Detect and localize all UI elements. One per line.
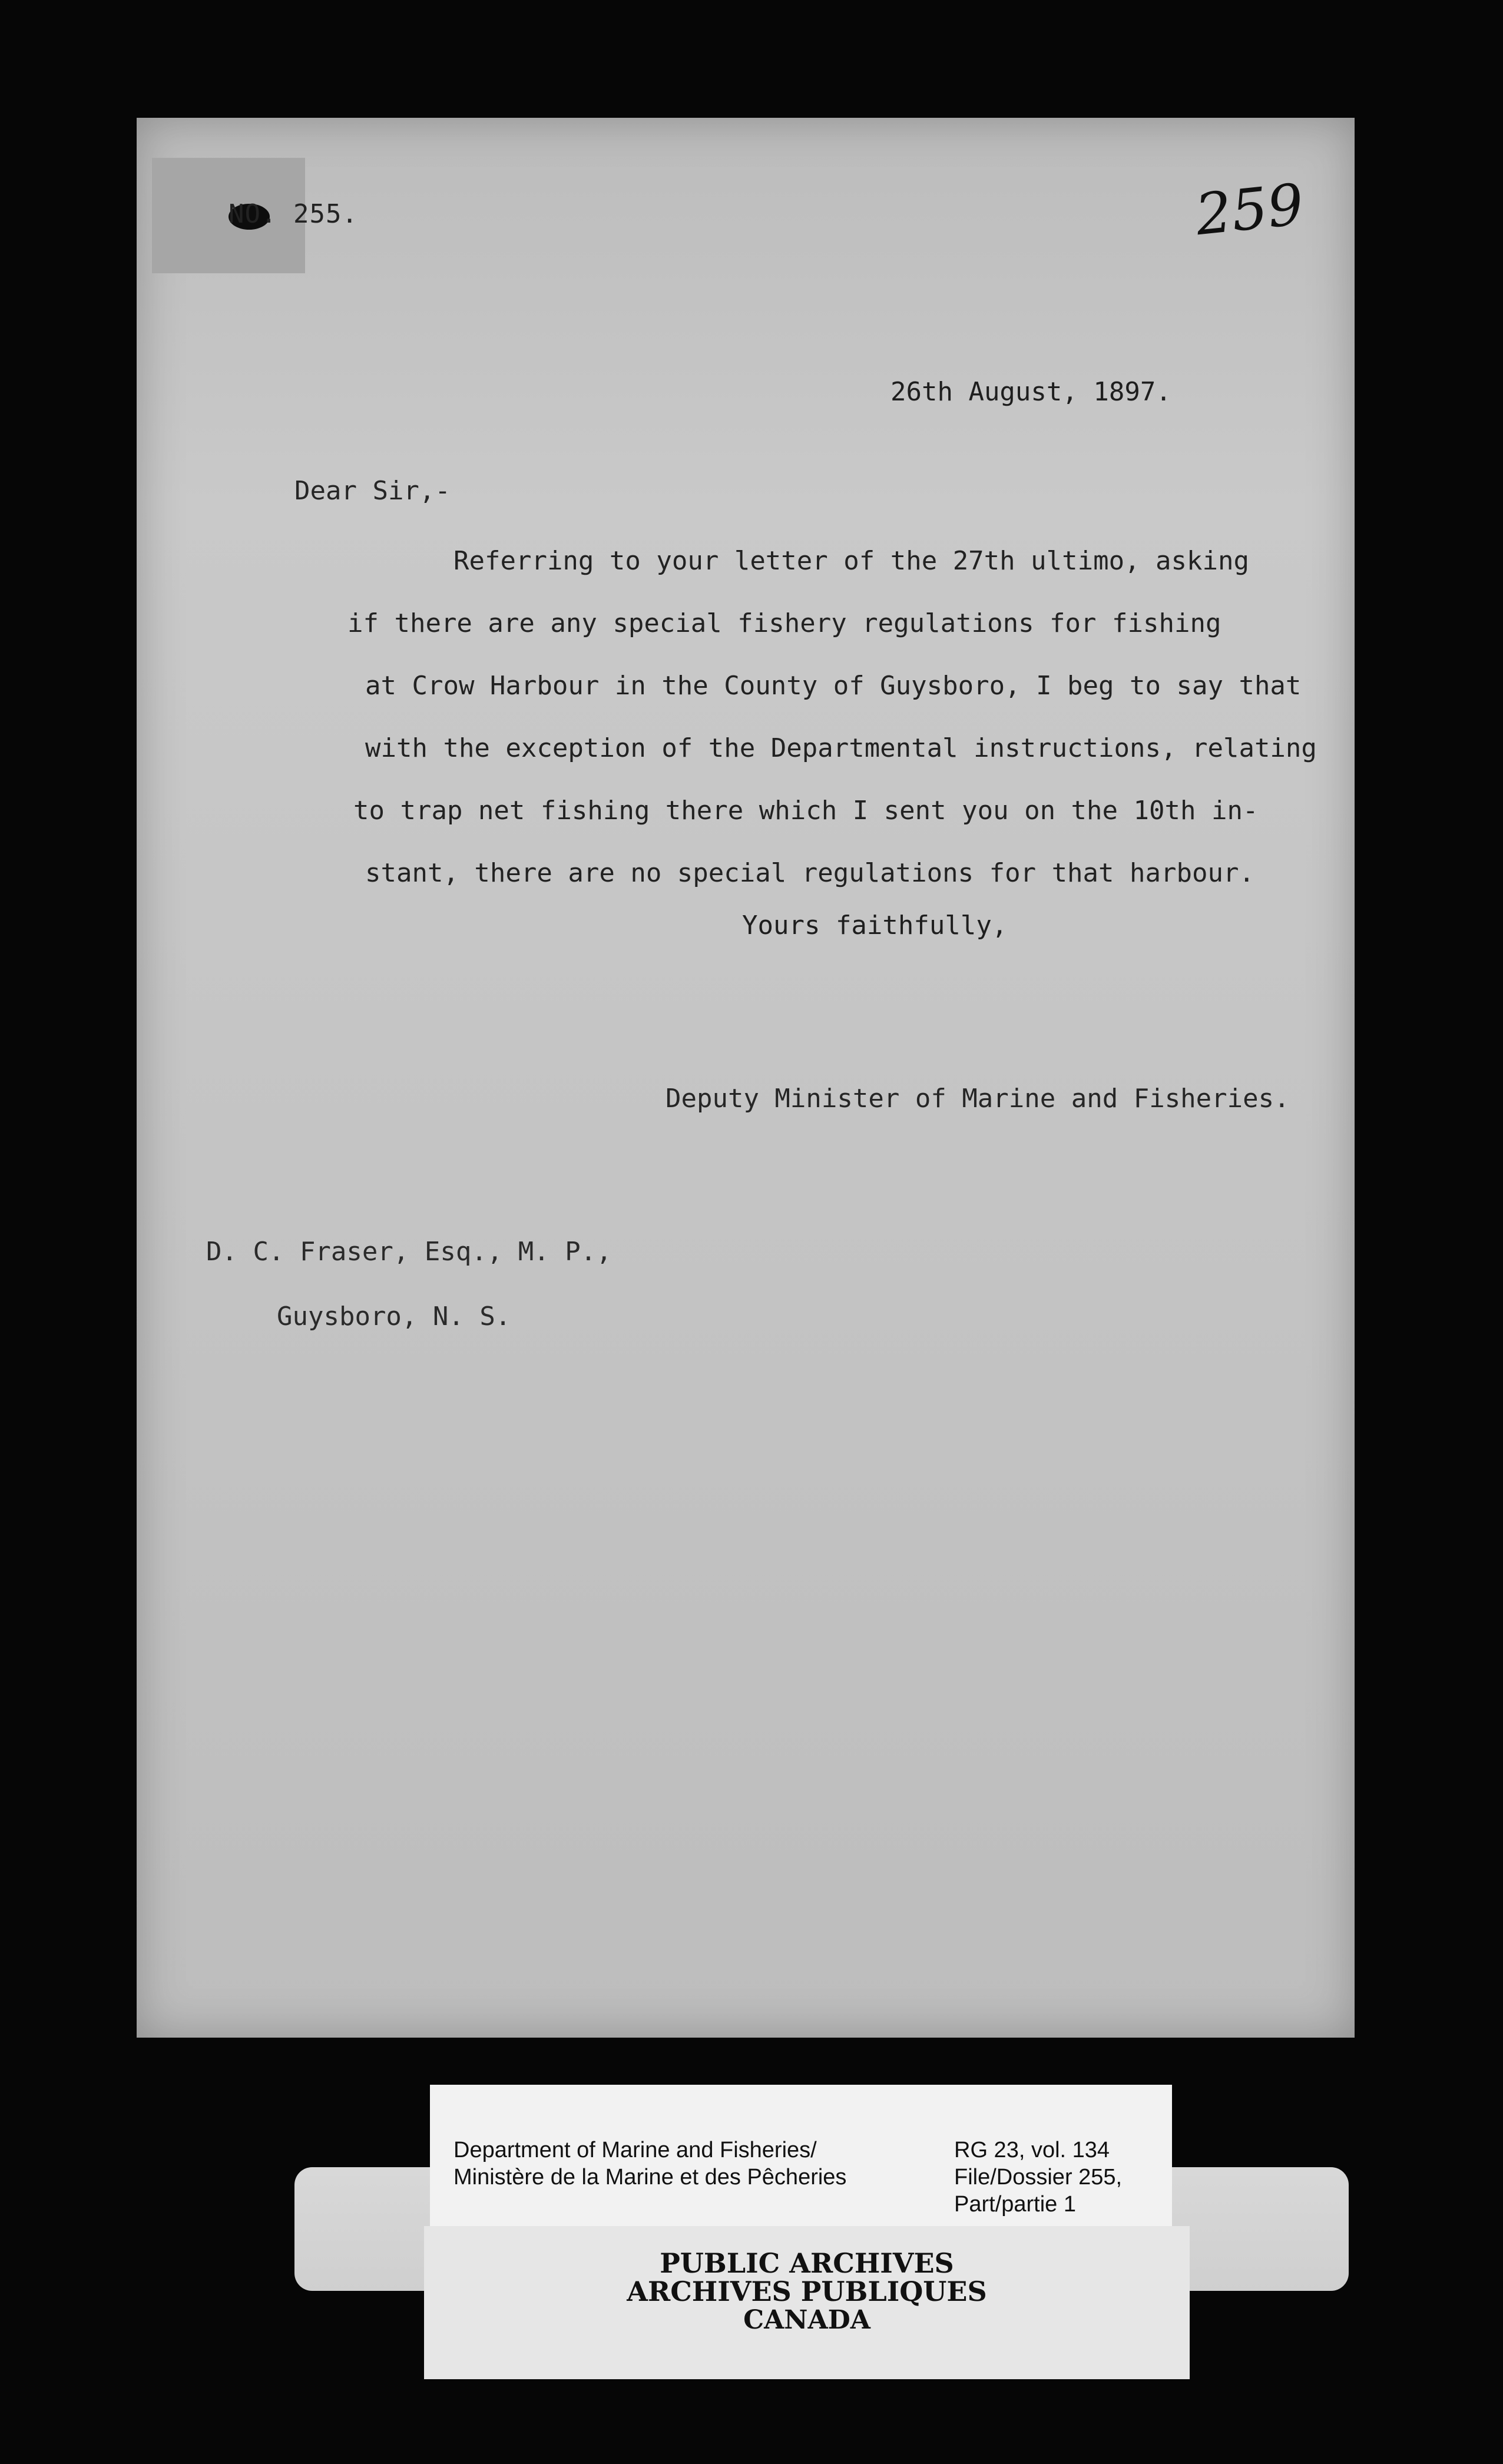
archive-slip [430, 2085, 1172, 2232]
body-line: Referring to your letter of the 27th ultimo, asking [453, 546, 1250, 576]
file-reference: File/Dossier 255, [954, 2165, 1123, 2190]
body-line: stant, there are no special regulations for that harbour. [365, 858, 1254, 888]
handwritten-page-number: 259 [1192, 171, 1307, 249]
body-line: to trap net fishing there which I sent you on the 10th in- [353, 796, 1259, 826]
record-group-reference: RG 23, vol. 134 [954, 2138, 1110, 2162]
body-line: at Crow Harbour in the County of Guysboro, I beg to say that [365, 671, 1302, 701]
recipient-location: Guysboro, N. S. [277, 1301, 511, 1332]
stamp-line-country: CANADA [743, 2305, 870, 2335]
file-number: NO. 255. [229, 199, 358, 229]
letter-date: 26th August, 1897. [890, 377, 1171, 407]
salutation: Dear Sir,- [294, 476, 451, 506]
stamp-line-french: ARCHIVES PUBLIQUES [627, 2276, 987, 2307]
department-french: Ministère de la Marine et des Pêcheries [453, 2165, 847, 2190]
body-line: with the exception of the Departmental instructions, relating [365, 733, 1317, 763]
signature-title: Deputy Minister of Marine and Fisheries. [666, 1084, 1290, 1114]
body-line: if there are any special fishery regulations for fishing [347, 608, 1221, 638]
archives-stamp [424, 2226, 1190, 2379]
department-english: Department of Marine and Fisheries/ [453, 2138, 817, 2162]
letter-page [137, 118, 1355, 2038]
stamp-line-english: PUBLIC ARCHIVES [660, 2247, 954, 2279]
part-reference: Part/partie 1 [954, 2192, 1076, 2217]
letter-body [318, 530, 1319, 905]
closing: Yours faithfully, [742, 910, 1008, 940]
recipient-name: D. C. Fraser, Esq., M. P., [206, 1237, 612, 1267]
watermark-pattern [353, 306, 407, 484]
